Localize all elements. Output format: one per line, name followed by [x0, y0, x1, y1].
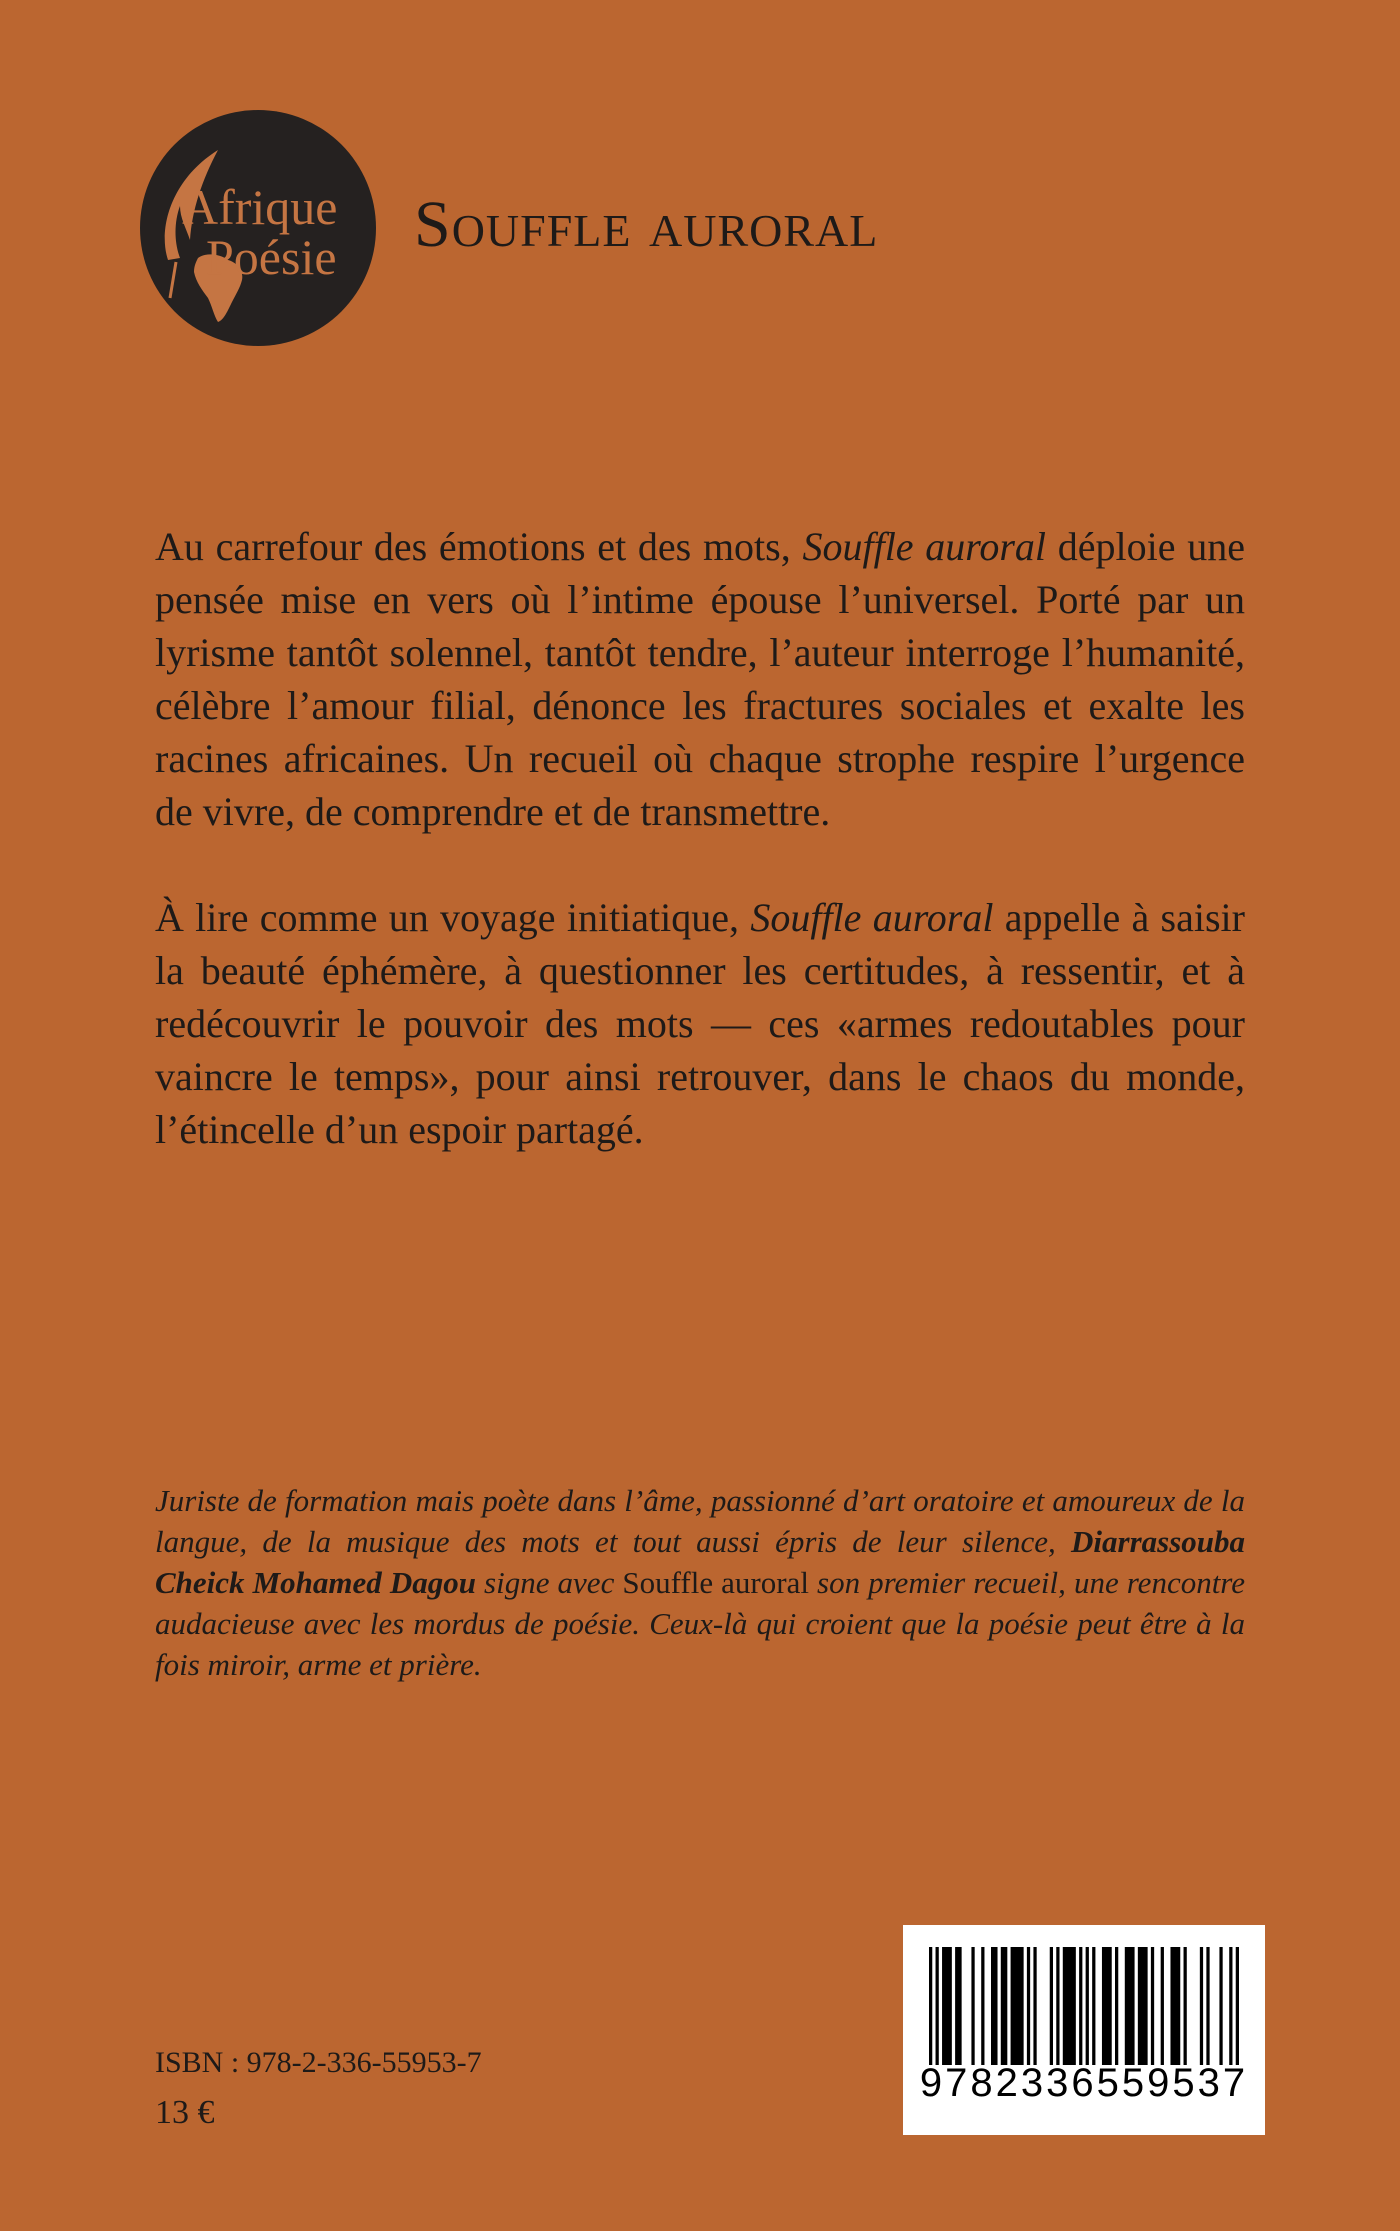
barcode-bar: [1200, 1947, 1203, 2065]
barcode-bar: [1011, 1947, 1024, 2065]
blurb-p1-title: Souffle auroral: [802, 524, 1047, 569]
barcode-bar: [1138, 1947, 1148, 2065]
author-name: Diarrassouba Cheick Mohamed Dagou: [155, 1524, 1245, 1600]
blurb-paragraph-1: [155, 520, 1245, 838]
barcode-bar: [1086, 1947, 1089, 2065]
barcode-bar: [1001, 1947, 1008, 2065]
bio-text-1: Juriste de formation mais poète dans l’âme, passionné d’art oratoire et amoureux de la langue, de la musique des mots et tout aussi épris de leur silence,: [155, 1483, 1245, 1559]
barcode-bar: [1092, 1947, 1095, 2065]
barcode-bar: [1063, 1947, 1076, 2065]
barcode-bar: [991, 1947, 998, 2065]
barcode-bar: [1170, 1947, 1180, 2065]
barcode-bar: [1102, 1947, 1112, 2065]
bio-book-title: Souffle auroral: [622, 1565, 809, 1600]
bio-text-3: son premier recueil, une rencontre audacieuse avec les mordus de poésie. Ceux-là qui croient que la poésie peut être à la fois miroir, arme et prière.: [155, 1565, 1245, 1682]
blurb: [155, 520, 1245, 1156]
blurb-p1-text-a: Au carrefour des émotions et des mots,: [155, 524, 803, 569]
blurb-paragraph-2: [155, 891, 1245, 1156]
barcode-bar: [942, 1947, 952, 2065]
bio-text-2: signe avec: [475, 1565, 623, 1600]
blurb-p2-title: Souffle auroral: [750, 895, 994, 940]
barcode-bar: [1206, 1947, 1209, 2065]
barcode-bars: [929, 1947, 1239, 2065]
barcode-bar: [929, 1947, 932, 2065]
blurb-p2-text-a: À lire comme un voyage initiatique,: [155, 895, 751, 940]
barcode-bar: [1079, 1947, 1082, 2065]
barcode-bar: [1056, 1947, 1059, 2065]
barcode-bar: [1219, 1947, 1222, 2065]
barcode-bar: [1027, 1947, 1030, 2065]
author-bio: [155, 1480, 1245, 1685]
barcode-bar: [1050, 1947, 1053, 2065]
barcode-bar: [955, 1947, 962, 2065]
barcode-digits: 9782336559537: [919, 2061, 1249, 2105]
barcode-bar: [1161, 1947, 1164, 2065]
isbn: ISBN : 978-2-336-55953-7: [155, 2046, 482, 2079]
barcode-bar: [1033, 1947, 1036, 2065]
book-title: Souffle auroral: [414, 188, 879, 261]
blurb-p1-text-b: déploie une pensée mise en vers où l’intime épouse l’universel. Porté par un lyrisme tantôt solennel, tantôt tendre, l’auteur interroge l’humanité, célèbre l’amour filial, dénonce les fractures sociales et exalte les racines africaines. Un recueil où chaque strophe respire l’urgence de vivre, de comprendre et de transmettre.: [155, 524, 1246, 834]
barcode: [903, 1925, 1265, 2135]
logo-line-afrique: Afrique: [182, 179, 338, 235]
barcode-bar: [936, 1947, 939, 2065]
publisher-logo: [140, 110, 376, 346]
barcode-bar: [1184, 1947, 1187, 2065]
barcode-bar: [1125, 1947, 1135, 2065]
barcode-bar: [1229, 1947, 1232, 2065]
barcode-bar: [1115, 1947, 1118, 2065]
logo-line-poesie: Poésie: [206, 229, 337, 285]
barcode-bar: [1151, 1947, 1154, 2065]
barcode-bar: [971, 1947, 974, 2065]
price: 13 €: [155, 2094, 215, 2131]
barcode-bar: [1236, 1947, 1239, 2065]
blurb-p2-text-b: appelle à saisir la beauté éphémère, à questionner les certitudes, à ressentir, et à redécouvrir le pouvoir des mots — ces «armes redoutables pour vaincre le temps», pour ainsi retrouver, dans le chaos du monde, l’étincelle d’un espoir partagé.: [155, 895, 1245, 1152]
barcode-bar: [981, 1947, 984, 2065]
